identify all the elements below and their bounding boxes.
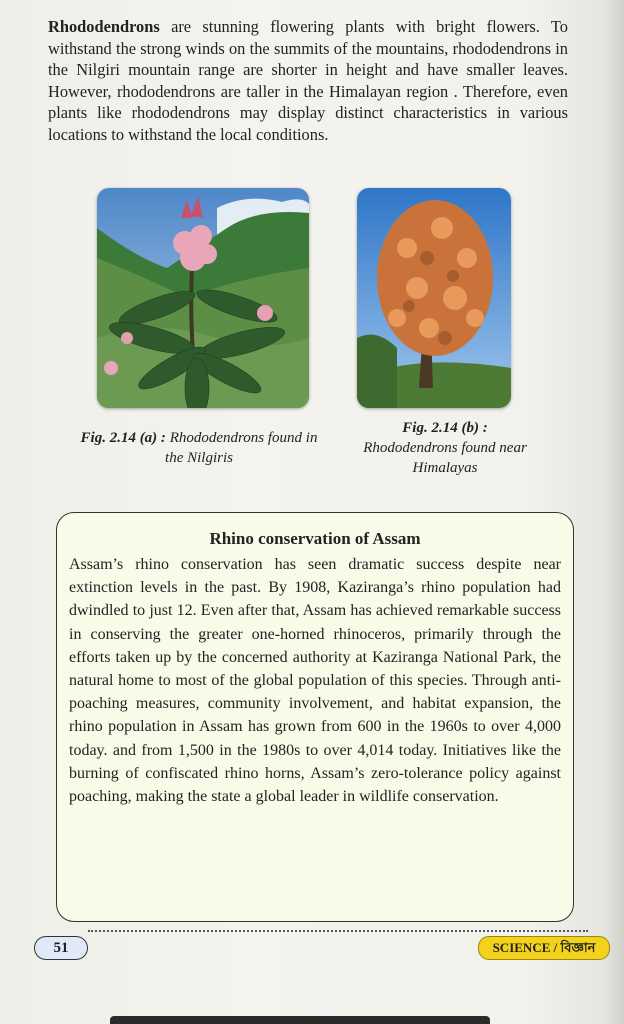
page-number: 51 bbox=[34, 936, 88, 960]
page-edge-shadow bbox=[602, 0, 624, 1024]
caption-figure-a bbox=[70, 428, 328, 468]
figure-b-number: Fig. 2.14 (b) : bbox=[402, 420, 488, 436]
page-bottom-shadow bbox=[110, 1016, 490, 1024]
figure-a-caption: Rhododendrons found in the Nilgiris bbox=[165, 430, 318, 466]
footer-dotted-divider bbox=[88, 930, 588, 932]
rhino-conservation-box bbox=[56, 512, 574, 922]
box-body: Assam’s rhino conservation has seen dramatic success despite near extinction levels in the past. By 1908, Kaziranga’s rhino population had dwindled to just 12. Even after that, Assam has achieved remarkable success in conserving the greater one-horned rhinoceros, primarily through the efforts taken up by the concerned authority at Kaziranga National Park, the natural home to most of the global population of this species. Through anti-poaching measures, community involvement, and habitat expansion, the rhino population in Assam has grown from 600 in the 1960s to over 4,000 today. and from 1,500 in the 1980s to over 4,014 today. Initiatives like the burning of confiscated rhino horns, Assam’s zero-tolerance policy against poaching, making the state a global leader in wildlife conservation. bbox=[69, 556, 561, 806]
intro-text: are stunning flowering plants with bright flowers. To withstand the strong winds on the summits of the mountains, rhododendrons in the Nilgiri mountain range are shorter in height and have smaller leaves. However, rhododendrons are taller in the Himalayan region . Therefore, even plants like rhododendrons may display distinct characteristics in various locations to withstand the local conditions. bbox=[48, 17, 568, 144]
box-title: Rhino conservation of Assam bbox=[209, 529, 421, 548]
caption-figure-b bbox=[330, 418, 560, 478]
figure-nilgiri-photo bbox=[97, 188, 309, 408]
subject-tag: SCIENCE / বিজ্ঞান bbox=[478, 936, 610, 960]
figure-b-caption: Rhododendrons found near Himalayas bbox=[363, 440, 527, 476]
intro-lead-word: Rhododendrons bbox=[48, 17, 160, 36]
himalaya-rhododendron-image bbox=[357, 188, 511, 408]
nilgiri-rhododendron-image bbox=[97, 188, 309, 408]
figure-himalaya-photo bbox=[357, 188, 511, 408]
figure-a-number: Fig. 2.14 (a) : bbox=[80, 430, 166, 446]
intro-paragraph bbox=[48, 16, 568, 145]
